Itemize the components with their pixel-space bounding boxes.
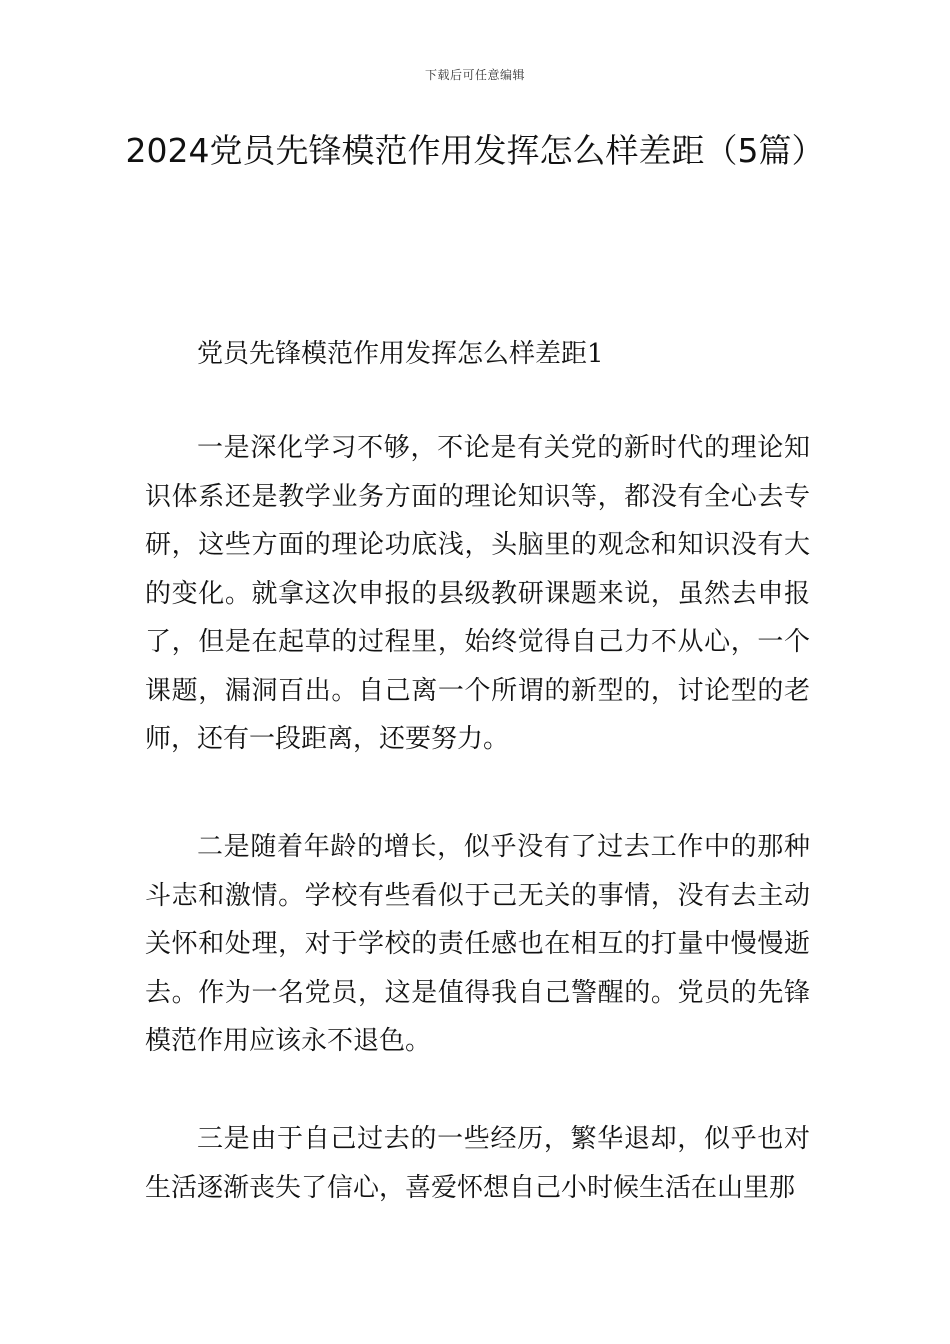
paragraph: 二是随着年龄的增长，似乎没有了过去工作中的那种斗志和激情。学校有些看似于己无关的事情，没有去主动关怀和处理，对于学校的责任感也在相互的打量中慢慢逝去。作为一名党员，这是值得我自己警醒的。党员的先锋模范作用应该永不退色。 (145, 832, 810, 1056)
paragraph: 一是深化学习不够，不论是有关党的新时代的理论知识体系还是教学业务方面的理论知识等，都没有全心去专研，这些方面的理论功底浅，头脑里的观念和知识没有大的变化。就拿这次申报的县级教研课题来说，虽然去申报了，但是在起草的过程里，始终觉得自己力不从心，一个课题，漏洞百出。自己离一个所谓的新型的，讨论型的老师，还有一段距离，还要努力。 (145, 433, 810, 754)
header-note: 下载后可任意编辑 (424, 68, 525, 82)
document-title: 2024党员先锋模范作用发挥怎么样差距（5篇） (125, 131, 825, 170)
section-subtitle: 党员先锋模范作用发挥怎么样差距1 (197, 339, 604, 369)
paragraph: 三是由于自己过去的一些经历，繁华退却，似乎也对生活逐渐丧失了信心，喜爱怀想自己小时候生活在山里那 (145, 1124, 810, 1203)
